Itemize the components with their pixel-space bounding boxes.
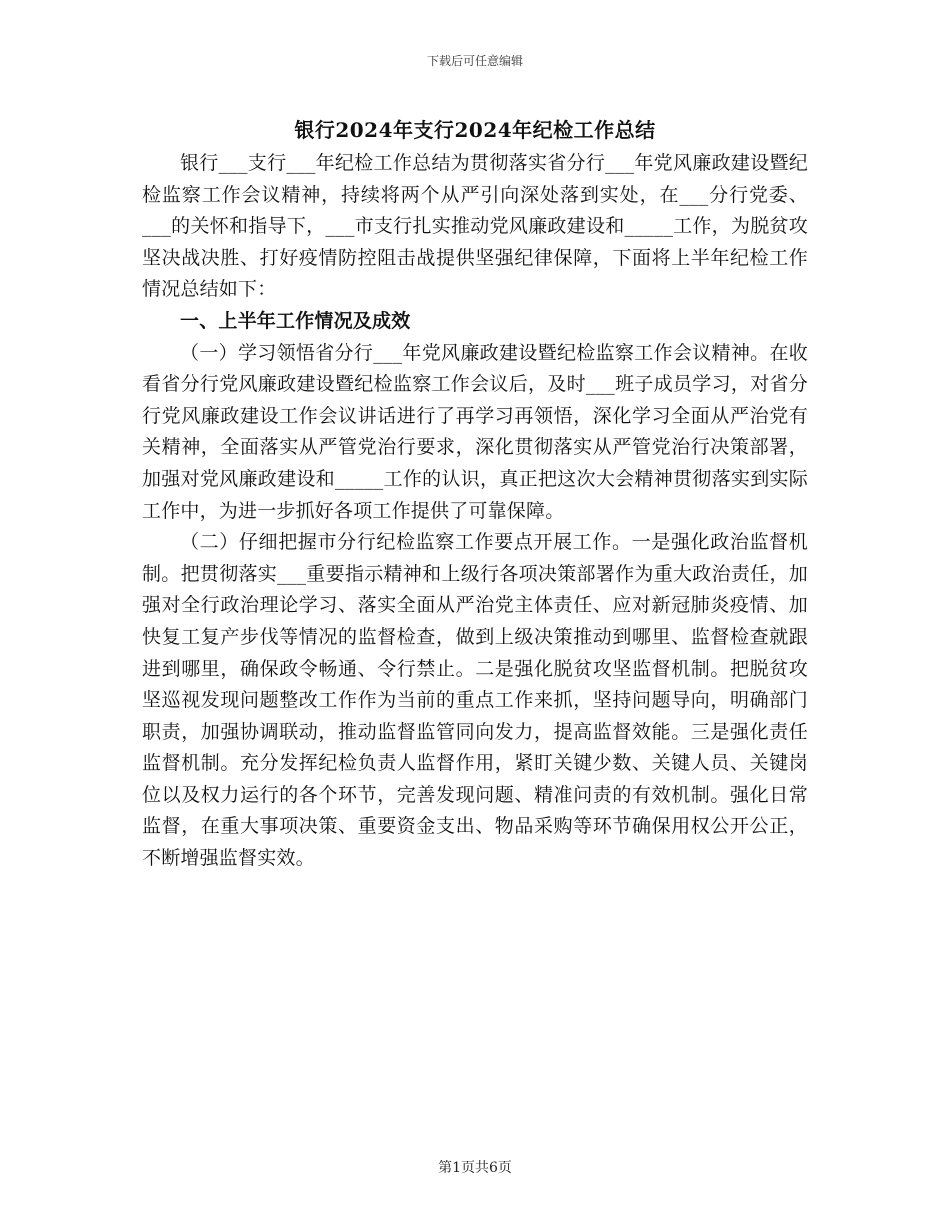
intro-paragraph: 银行___支行___年纪检工作总结为贯彻落实省分行___年党风廉政建设暨纪检监察工作会议精神，持续将两个从严引向深处落到实处，在___分行党委、___的关怀和指导下，___市支行扎实推动党风廉政建设和_____工作，为脱贫攻坚决战决胜、打好疫情防控阻击战提供坚强纪律保障，下面将上半年纪检工作情况总结如下： [142, 152, 808, 301]
body-paragraph: （一）学习领悟省分行___年党风廉政建设暨纪检监察工作会议精神。在收看省分行党风廉政建设暨纪检监察工作会议后，及时___班子成员学习，对省分行党风廉政建设工作会议讲话进行了再学习再领悟，深化学习全面从严治党有关精神，全面落实从严管党治行要求，深化贯彻落实从严管党治行决策部署，加强对党风廉政建设和_____工作的认识，真正把这次大会精神贯彻落实到实际工作中，为进一步抓好各项工作提供了可靠保障。 [142, 341, 808, 522]
document-title: 银行2024年支行2024年纪检工作总结 [294, 118, 656, 142]
page-number: 第1页共6页 [438, 1160, 512, 1176]
body-paragraph: （二）仔细把握市分行纪检监察工作要点开展工作。一是强化政治监督机制。把贯彻落实___重要指示精神和上级行各项决策部署作为重大政治责任，加强对全行政治理论学习、落实全面从严治党主体责任、应对新冠肺炎疫情、加快复工复产步伐等情况的监督检查，做到上级决策推动到哪里、监督检查就跟进到哪里，确保政令畅通、令行禁止。二是强化脱贫攻坚监督机制。把脱贫攻坚巡视发现问题整改工作作为当前的重点工作来抓，坚持问题导向，明确部门职责，加强协调联动，推动监督监管同向发力，提高监督效能。三是强化责任监督机制。充分发挥纪检负责人监督作用，紧盯关键少数、关键人员、关键岗位以及权力运行的各个环节，完善发现问题、精准问责的有效机制。强化日常监督，在重大事项决策、重要资金支出、物品采购等环节确保用权公开公正，不断增强监督实效。 [142, 531, 808, 870]
document-body [142, 148, 808, 875]
section-heading: 一、上半年工作情况及成效 [180, 309, 411, 332]
header-note: 下载后可任意编辑 [426, 54, 523, 68]
